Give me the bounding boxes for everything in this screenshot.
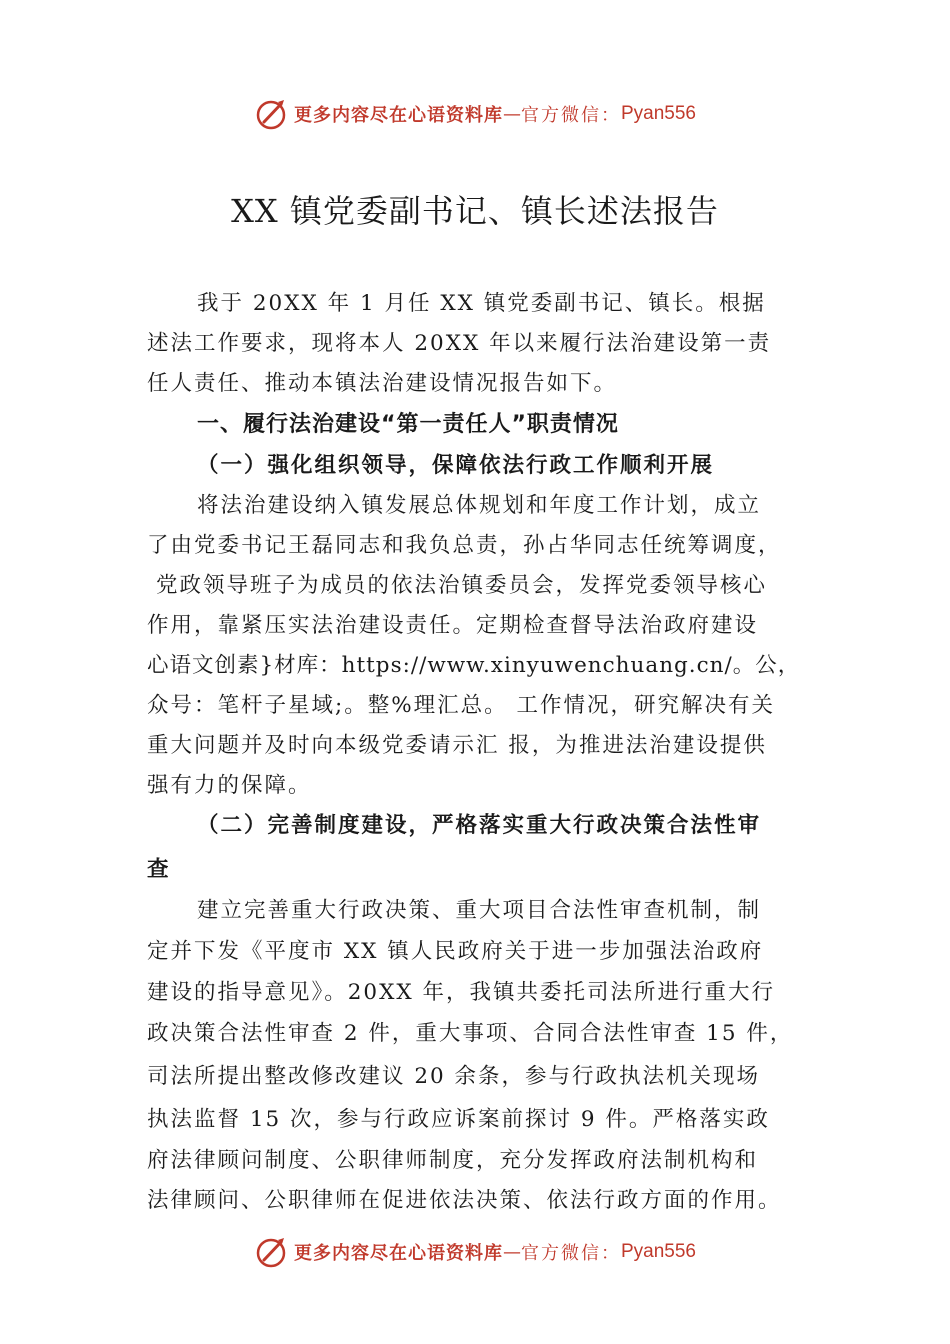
banner-separator: —: [502, 1241, 521, 1263]
body-line: 众号：笔杆子星域;。整%理汇总。 工作情况，研究解决有关: [147, 693, 776, 718]
banner-slogan: 更多内容尽在心语资料库: [293, 1243, 503, 1264]
subsection-heading-1: （一）强化组织领导，保障依法行政工作顺利开展: [197, 453, 715, 478]
banner-wechat-label: 官方微信：: [520, 105, 621, 126]
body-line: 任人责任、推动本镇法治建设情况报告如下。: [147, 371, 618, 396]
body-line: 执法监督 15 次，参与行政应诉案前探讨 9 件。严格落实政: [147, 1107, 770, 1132]
subsection-heading-2: （二）完善制度建设，严格落实重大行政决策合法性审: [197, 813, 762, 838]
body-line: 定并下发《平度市 XX 镇人民政府关于进一步加强法治政府: [147, 939, 764, 964]
body-line: 将法治建设纳入镇发展总体规划和年度工作计划，成立: [197, 493, 762, 518]
banner-wechat-id: Pyan556: [620, 1241, 696, 1262]
body-line: 心语文创素}材库：https://www.xinyuwenchuang.cn/。公，: [147, 653, 801, 678]
logo-icon: [254, 1234, 290, 1270]
body-line: 党政领导班子为成员的依法治镇委员会，发挥党委领导核心: [156, 573, 768, 598]
body-line: 建设的指导意见》。20XX 年，我镇共委托司法所进行重大行: [147, 980, 776, 1005]
body-line: 作用，靠紧压实法治建设责任。定期检查督导法治政府建设: [147, 613, 759, 638]
footer-banner: [0, 1232, 950, 1272]
body-line: 司法所提出整改修改建议 20 余条，参与行政执法机关现场: [147, 1064, 761, 1089]
body-line: 了由党委书记王磊同志和我负总责，孙占华同志任统筹调度，: [147, 533, 782, 558]
banner-wechat-id: Pyan556: [620, 103, 696, 124]
banner-separator: —: [502, 103, 521, 125]
banner-wechat-label: 官方微信：: [520, 1243, 621, 1264]
document-title: XX 镇党委副书记、镇长述法报告: [231, 192, 719, 230]
body-line: 政决策合法性审查 2 件，重大事项、合同合法性审查 15 件，: [147, 1021, 794, 1046]
section-heading-1: 一、履行法治建设“第一责任人”职责情况: [197, 412, 619, 437]
banner-slogan: 更多内容尽在心语资料库: [293, 105, 503, 126]
header-banner: [0, 94, 950, 134]
body-line: 重大问题并及时向本级党委请示汇 报，为推进法治建设提供: [147, 733, 767, 758]
body-line: 强有力的保障。: [147, 773, 312, 798]
subsection-heading-2-cont: 查: [147, 857, 171, 882]
body-line: 法律顾问、公职律师在促进依法决策、依法行政方面的作用。: [147, 1188, 782, 1213]
logo-icon: [254, 96, 290, 132]
body-line: 我于 20XX 年 1 月任 XX 镇党委副书记、镇长。根据: [197, 291, 766, 316]
body-line: 述法工作要求，现将本人 20XX 年以来履行法治建设第一责: [147, 331, 772, 356]
body-line: 府法律顾问制度、公职律师制度，充分发挥政府法制机构和: [147, 1148, 759, 1173]
body-line: 建立完善重大行政决策、重大项目合法性审查机制，制: [197, 898, 762, 923]
